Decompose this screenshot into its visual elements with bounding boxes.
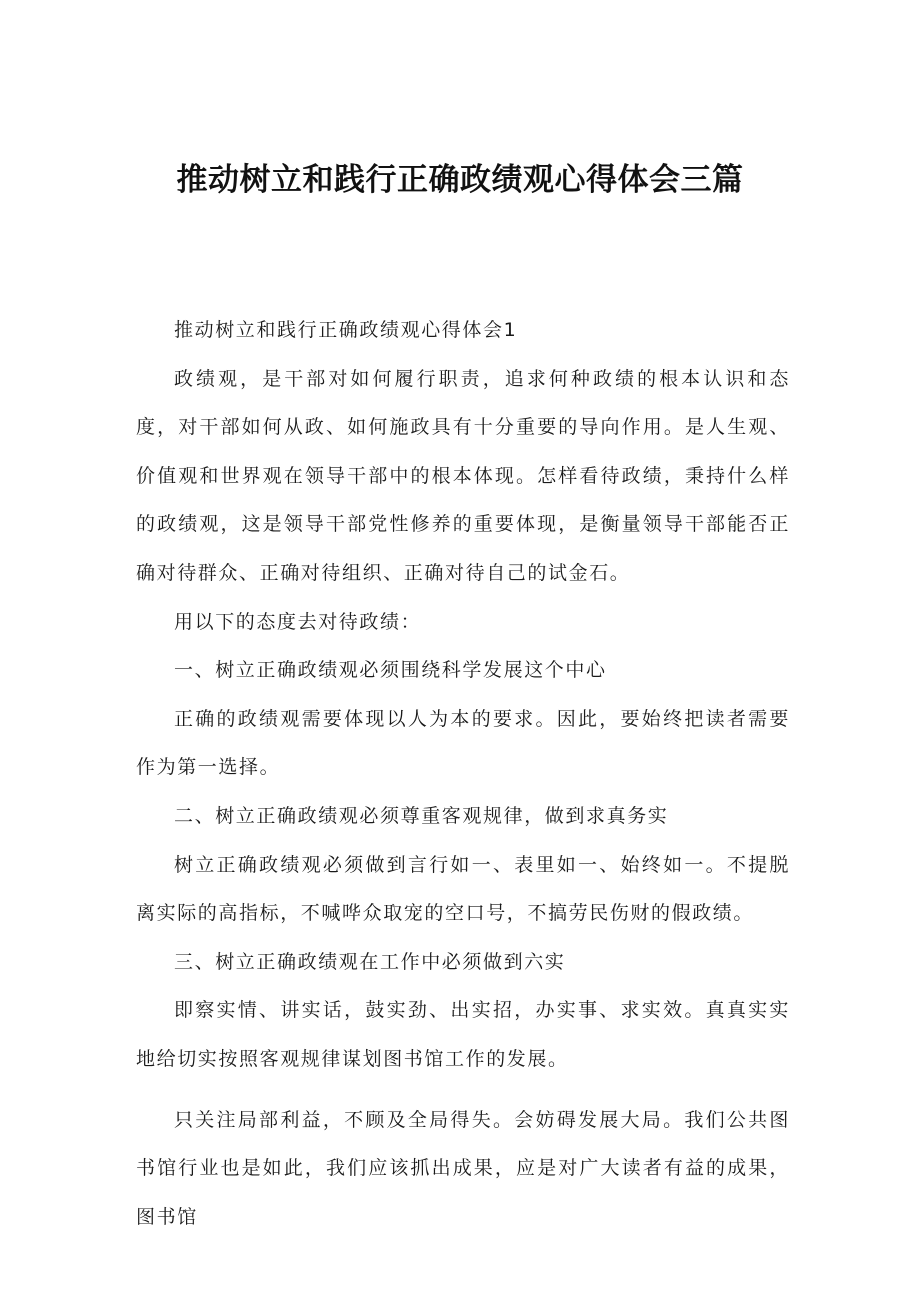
paragraph-point-3: 即察实情、讲实话，鼓实劲、出实招，办实事、求实效。真真实实地给切实按照客观规律谋划图书馆工作的发展。	[136, 999, 790, 1070]
document-body	[136, 306, 790, 1241]
section-heading-1: 推动树立和践行正确政绩观心得体会1	[174, 319, 518, 341]
paragraph-point-1: 正确的政绩观需要体现以人为本的要求。因此，要始终把读者需要作为第一选择。	[136, 707, 790, 779]
paragraph-point-2: 树立正确政绩观必须做到言行如一、表里如一、始终如一。不提脱离实际的高指标，不喊哗众取宠的空口号，不搞劳民伤财的假政绩。	[136, 853, 790, 925]
point-heading-2: 二、树立正确政绩观必须尊重客观规律，做到求真务实	[174, 804, 669, 827]
paragraph-closing: 只关注局部利益，不顾及全局得失。会妨碍发展大局。我们公共图书馆行业也是如此，我们应该抓出成果，应是对广大读者有益的成果，图书馆	[136, 1108, 790, 1228]
point-heading-3: 三、树立正确政绩观在工作中必须做到六实	[174, 950, 566, 973]
paragraph-lead-in: 用以下的态度去对待政绩：	[174, 610, 422, 633]
paragraph-intro: 政绩观，是干部对如何履行职责，追求何种政绩的根本认识和态度，对干部如何从政、如何施政具有十分重要的导向作用。是人生观、价值观和世界观在领导干部中的根本体现。怎样看待政绩，秉持什么样的政绩观，这是领导干部党性修养的重要体现，是衡量领导干部能否正确对待群众、正确对待组织、正确对待自己的试金石。	[136, 367, 790, 584]
point-heading-1: 一、树立正确政绩观必须围绕科学发展这个中心	[174, 659, 607, 682]
document-title: 推动树立和践行正确政绩观心得体会三篇	[176, 162, 744, 198]
